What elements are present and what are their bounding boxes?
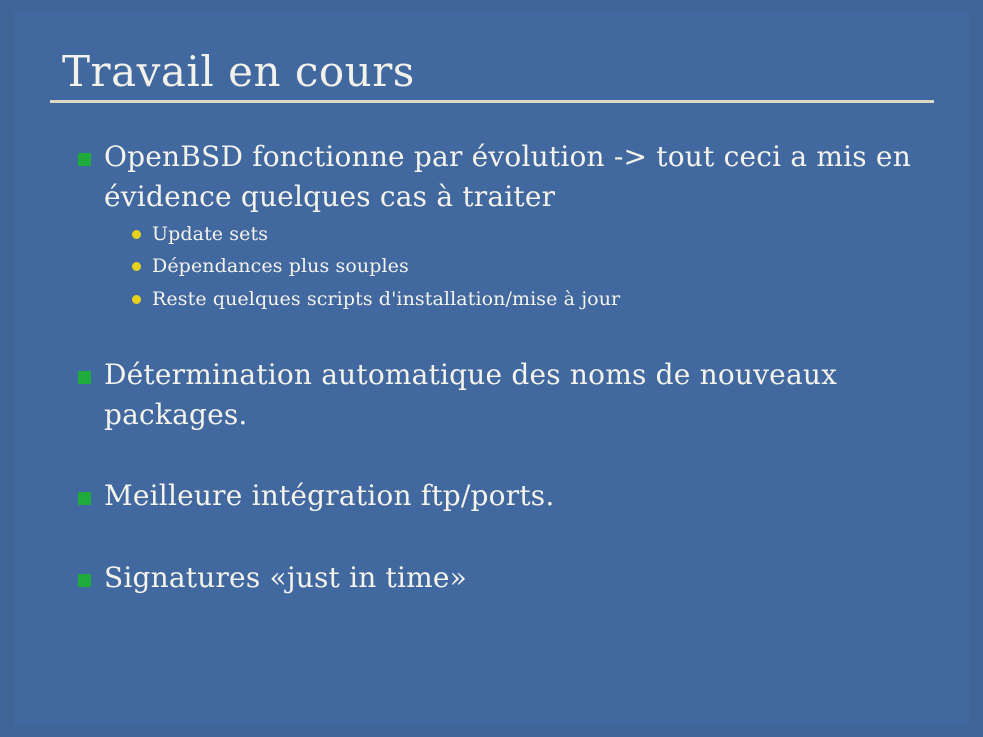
slide-canvas	[14, 12, 969, 725]
bullet-text: Détermination automatique des noms de nouveaux packages.	[104, 357, 838, 431]
slide-title-area	[50, 48, 936, 103]
list-item	[66, 558, 939, 598]
list-item	[124, 251, 939, 282]
spacer	[66, 440, 939, 476]
title-underline-divider	[50, 100, 934, 103]
dot-bullet-icon	[132, 230, 141, 239]
list-item	[66, 137, 939, 315]
square-bullet-icon	[78, 153, 91, 166]
list-item	[124, 284, 939, 315]
bullet-text: OpenBSD fonctionne par évolution -> tout ceci a mis en évidence quelques cas à traiter	[104, 140, 911, 213]
dot-bullet-icon	[132, 295, 141, 304]
slide-body	[66, 137, 939, 604]
sub-bullet-text: Update sets	[152, 222, 269, 245]
page-title: Travail en cours	[62, 47, 415, 96]
spacer	[66, 522, 939, 558]
square-bullet-icon	[78, 371, 91, 384]
sub-bullet-text: Dépendances plus souples	[152, 255, 409, 278]
dot-bullet-icon	[132, 262, 141, 271]
spacer	[66, 321, 939, 355]
sub-bullet-text: Reste quelques scripts d'installation/mise à jour	[152, 288, 621, 311]
bullet-text: Meilleure intégration ftp/ports.	[104, 479, 555, 513]
sub-list	[104, 219, 939, 315]
square-bullet-icon	[78, 492, 91, 505]
list-item	[66, 355, 939, 435]
bullet-text: Signatures «just in time»	[104, 561, 468, 595]
square-bullet-icon	[78, 574, 91, 587]
list-item	[124, 219, 939, 250]
list-item	[66, 476, 939, 516]
